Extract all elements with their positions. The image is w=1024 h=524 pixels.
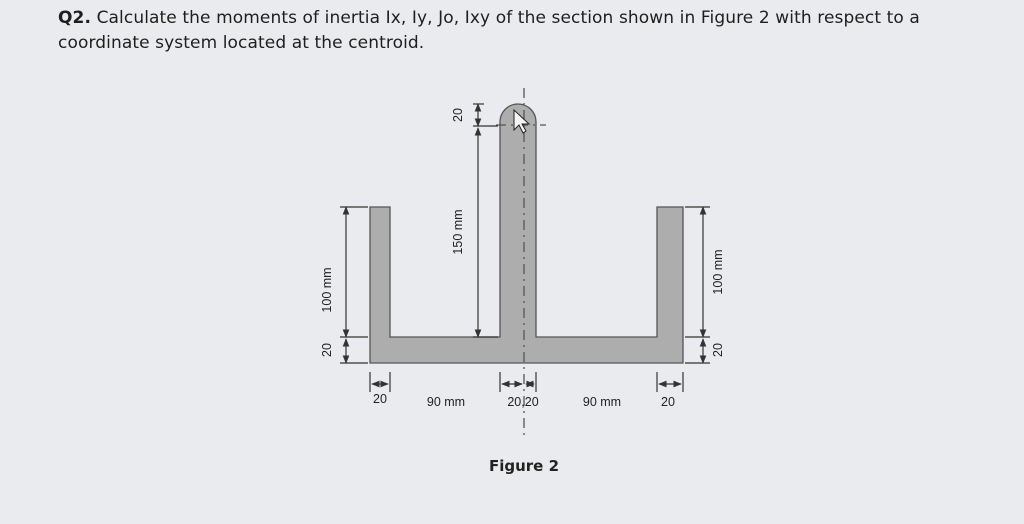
bottom-left-wall-label: 20 bbox=[373, 392, 387, 406]
bottom-right-gap-label: 90 mm bbox=[582, 395, 622, 409]
figure-caption: Figure 2 bbox=[488, 457, 560, 475]
right-wall-height-label: 100 mm bbox=[711, 249, 725, 295]
stem-height-label: 150 mm bbox=[451, 209, 465, 255]
left-base-thickness-label: 20 bbox=[320, 343, 334, 357]
right-base-thickness-label: 20 bbox=[711, 343, 725, 357]
stem-radius-label: 20 bbox=[451, 108, 465, 122]
question-body: Calculate the moments of inertia Ix, Iy, Jo, Ixy of the section shown in Figure 2 with respect to a coordinate system located at the centroid. bbox=[58, 8, 920, 53]
cross-section-shape bbox=[370, 104, 683, 363]
question-number: Q2. bbox=[58, 8, 92, 28]
bottom-left-gap-label: 90 mm bbox=[426, 395, 466, 409]
bottom-stem-label: 20,20 bbox=[507, 395, 539, 409]
left-wall-height-label: 100 mm bbox=[320, 267, 334, 313]
bottom-right-wall-label: 20 bbox=[661, 395, 675, 409]
